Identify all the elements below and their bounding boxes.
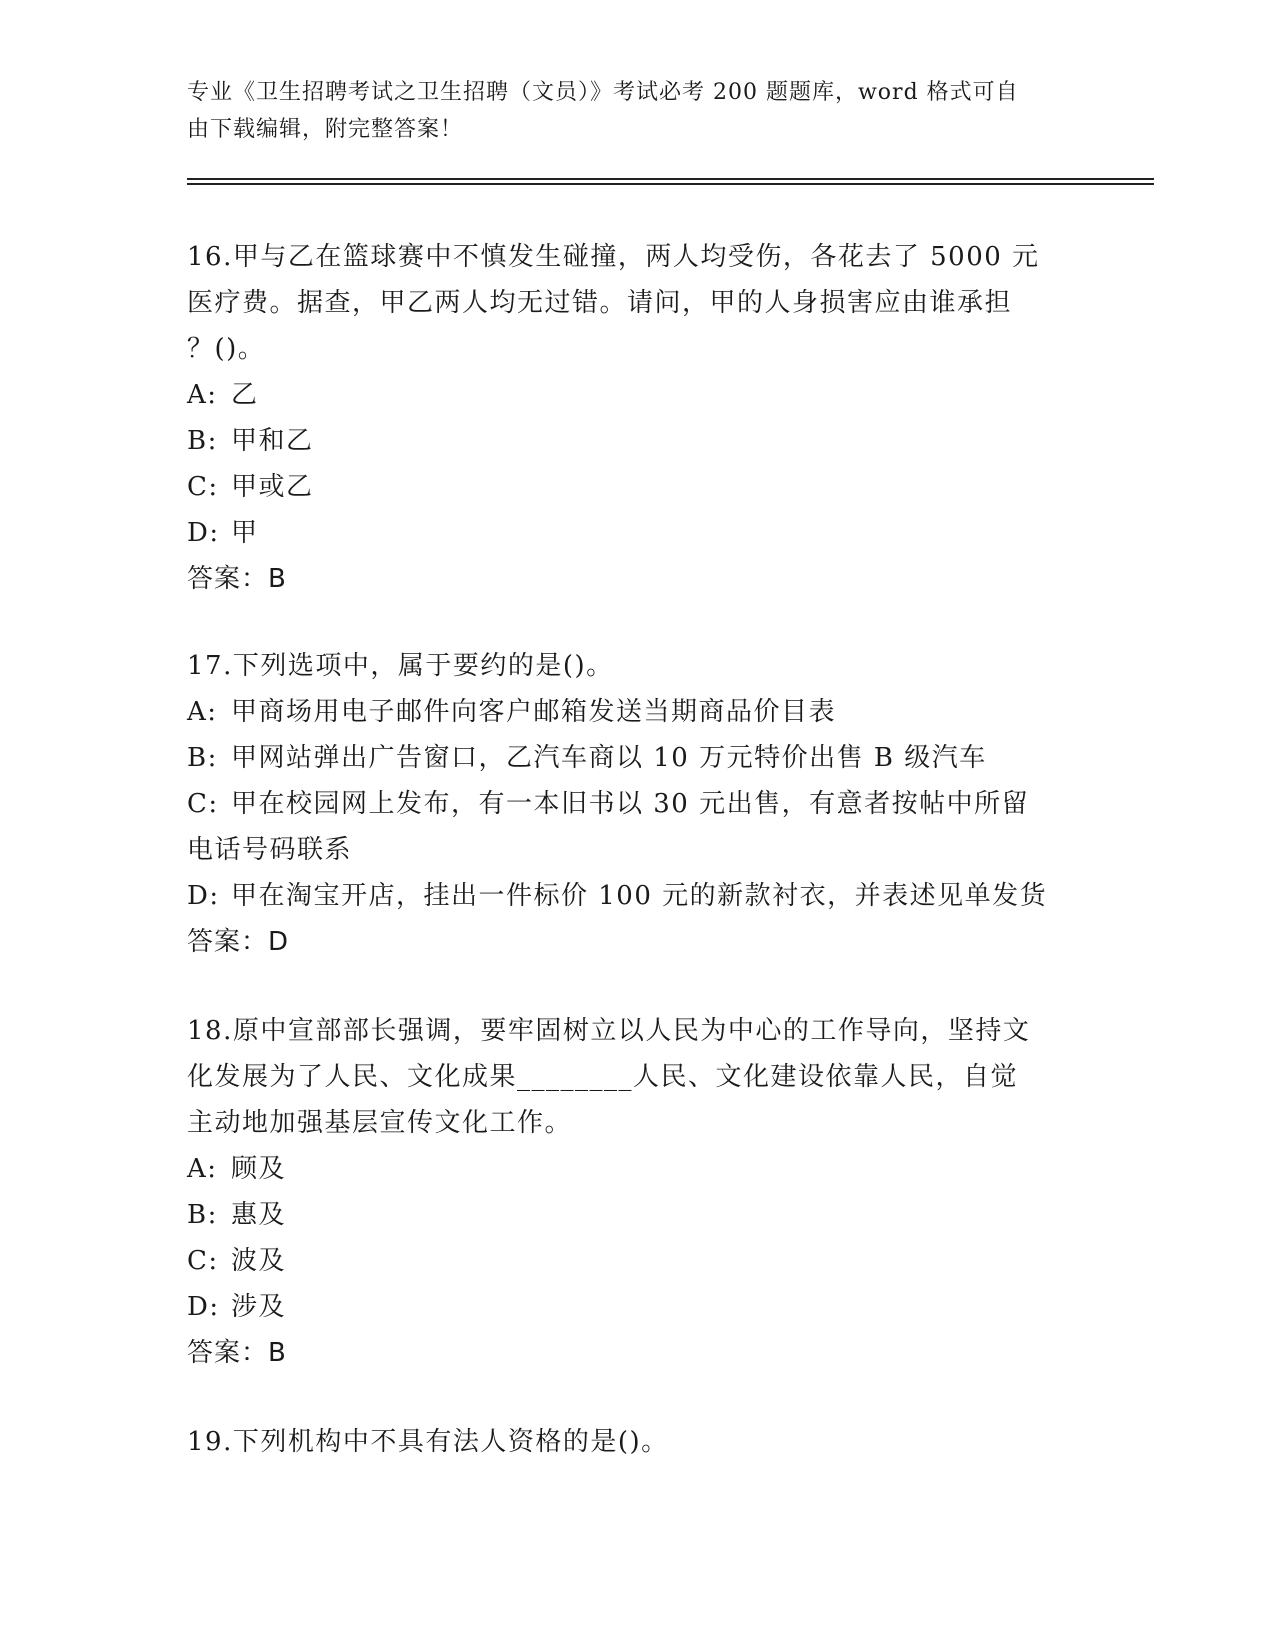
option-text: 波及 [231,1246,287,1276]
option-key: A: [187,1154,218,1184]
answer-value: B [268,564,288,594]
header-divider-top [187,178,1154,180]
option-key: B: [187,1200,218,1230]
answer-label: 答案： [187,1338,269,1368]
option-b [187,735,1087,781]
header-line-1: 专业《卫生招聘考试之卫生招聘（文员）》考试必考 200 题题库，word 格式可自 [187,80,1019,105]
option-text: 甲在校园网上发布，有一本旧书以 30 元出售，有意者按帖中所留 [231,789,1030,819]
option-text: 甲 [231,518,259,548]
question-stem-line: 18.原中宣部部长强调，要牢固树立以人民为中心的工作导向，坚持文 [187,1016,1031,1046]
question-stem-line: 主动地加强基层宣传文化工作。 [187,1108,573,1138]
option-b [187,1192,1087,1238]
option-text: 甲或乙 [231,472,314,502]
question-stem-line: 医疗费。据查，甲乙两人均无过错。请问，甲的人身损害应由谁承担 [187,288,1013,318]
option-c [187,464,1087,510]
header-line-2: 由下载编辑，附完整答案！ [187,117,464,142]
answer-value: D [268,927,290,957]
question-stem-line: 17.下列选项中，属于要约的是()。 [187,651,614,681]
option-text: 惠及 [231,1200,287,1230]
answer-value: B [268,1338,288,1368]
option-text: 甲在淘宝开店，挂出一件标价 100 元的新款衬衣，并表述见单发货 [231,881,1048,911]
answer-label: 答案： [187,564,269,594]
option-d [187,873,1087,919]
option-c [187,1238,1087,1284]
option-key: B: [187,426,218,456]
question-stem-line: 16.甲与乙在篮球赛中不慎发生碰撞，两人均受伤，各花去了 5000 元 [187,242,1040,272]
option-key: C: [187,472,219,502]
question-17 [187,643,1087,965]
option-key: D: [187,518,220,548]
option-b [187,418,1087,464]
option-text: 涉及 [231,1292,287,1322]
option-key: D: [187,1292,220,1322]
question-19 [187,1419,1087,1465]
question-18 [187,1008,1087,1376]
question-16 [187,234,1087,602]
option-c-continuation: 电话号码联系 [187,835,353,865]
answer-label: 答案： [187,927,269,957]
answer-line [187,556,1087,602]
option-a [187,1146,1087,1192]
header-divider-bottom [187,183,1154,185]
option-text: 甲网站弹出广告窗口，乙汽车商以 10 万元特价出售 B 级汽车 [231,743,987,773]
option-key: C: [187,1246,219,1276]
option-c [187,781,1087,827]
question-stem-line: 19.下列机构中不具有法人资格的是()。 [187,1427,669,1457]
question-stem-line: ？()。 [187,334,266,364]
option-text: 顾及 [231,1154,287,1184]
question-stem-line: 化发展为了人民、文化成果________人民、文化建设依靠人民，自觉 [187,1062,1019,1092]
option-key: D: [187,881,220,911]
option-d [187,510,1087,556]
option-a [187,372,1087,418]
document-header [187,74,1067,148]
option-text: 甲和乙 [231,426,314,456]
option-key: B: [187,743,218,773]
option-key: C: [187,789,219,819]
option-d [187,1284,1087,1330]
option-text: 甲商场用电子邮件向客户邮箱发送当期商品价目表 [231,697,837,727]
option-text: 乙 [231,380,259,410]
answer-line [187,1330,1087,1376]
option-a [187,689,1087,735]
answer-line [187,919,1087,965]
option-key: A: [187,380,218,410]
option-key: A: [187,697,218,727]
